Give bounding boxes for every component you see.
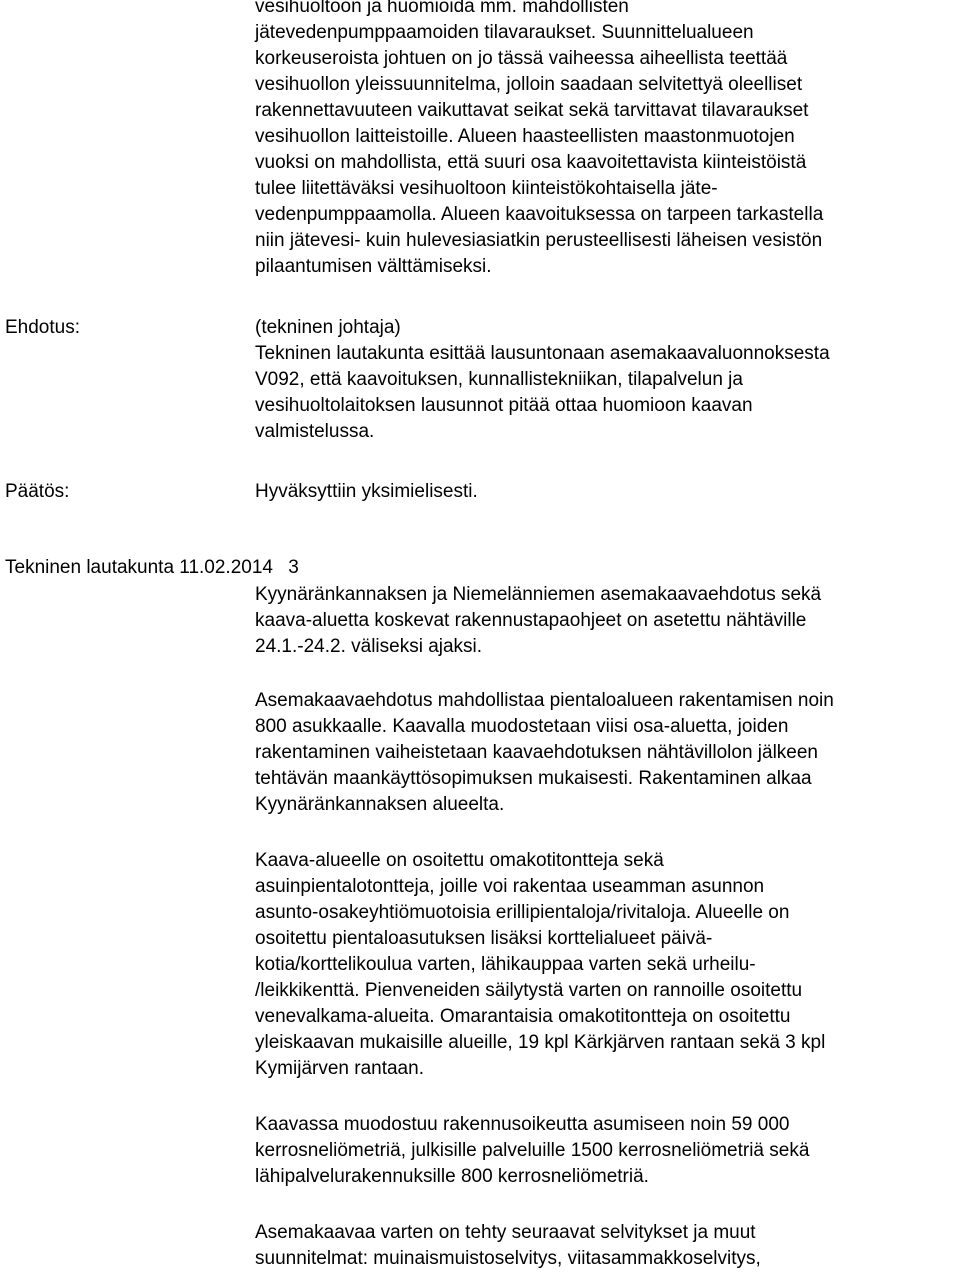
text-line: vedenpumppaamolla. Alueen kaavoituksessa on tarpeen tarkastella [255, 204, 824, 225]
text-line: vesihuollon yleissuunnitelma, jolloin saadaan selvitettyä oleelliset [255, 74, 803, 95]
text-line: kaava-aluetta koskevat rakennustapaohjeet on asetettu nähtäville [255, 610, 807, 631]
text-line: Kyynäränkannaksen alueelta. [255, 794, 505, 815]
text-line: asunto-osakeyhtiömuotoisia erillipientaloja/rivitaloja. Alueelle on [255, 902, 790, 923]
text-line: korkeuseroista johtuen on jo tässä vaiheessa aiheellista teettää [255, 48, 788, 69]
text-line: Kymijärven rantaan. [255, 1058, 424, 1079]
text-line: tehtävän maankäyttösopimuksen mukaisesti. Rakentaminen alkaa [255, 768, 812, 789]
text-line: suunnitelmat: muinaismuistoselvitys, viitasammakkoselvitys, [255, 1248, 761, 1269]
section-heading-date: 11.02.2014 [179, 557, 273, 578]
text-line: venevalkama-alueita. Omarantaisia omakotitontteja on osoitettu [255, 1006, 791, 1027]
text-line: (tekninen johtaja) [255, 317, 401, 338]
text-line: vuoksi on mahdollista, että suuri osa kaavoitettavista kiinteistöistä [255, 152, 807, 173]
text-line: V092, että kaavoituksen, kunnallistekniikan, tilapalvelun ja [255, 369, 743, 390]
text-line: rakentaminen vaiheistetaan kaavaehdotuksen nähtävillolon jälkeen [255, 742, 818, 763]
text-line: tulee liitettäväksi vesihuoltoon kiinteistökohtaisella jäte- [255, 178, 718, 199]
text-line: lähipalvelurakennuksille 800 kerrosneliömetriä. [255, 1166, 649, 1187]
text-line: vesihuoltolaitoksen lausunnot pitää ottaa huomioon kaavan [255, 395, 753, 416]
text-line: niin jätevesi- kuin hulevesiasiatkin perusteellisesti läheisen vesistön [255, 230, 823, 251]
text-line: pilaantumisen välttämiseksi. [255, 256, 492, 277]
text-line: rakennettavuuteen vaikuttavat seikat sekä tarvittavat tilavaraukset [255, 100, 809, 121]
text-line: yleiskaavan mukaisille alueille, 19 kpl Kärkjärven rantaan sekä 3 kpl [255, 1032, 826, 1053]
text-line: Asemakaavaa varten on tehty seuraavat selvitykset ja muut [255, 1222, 756, 1243]
text-line: kerrosneliömetriä, julkisille palveluille 1500 kerrosneliömetriä sekä [255, 1140, 810, 1161]
section-heading-body: Tekninen lautakunta [5, 557, 175, 578]
text-line: kotia/korttelikoulua varten, lähikauppaa varten sekä urheilu- [255, 954, 756, 975]
decision-text: Hyväksyttiin yksimielisesti. [255, 481, 478, 502]
text-line: /leikkikenttä. Pienveneiden säilytystä varten on rannoille osoitettu [255, 980, 803, 1001]
text-line: jätevedenpumppaamoiden tilavaraukset. Suunnittelualueen [255, 22, 754, 43]
text-line: Kaavassa muodostuu rakennusoikeutta asumiseen noin 59 000 [255, 1114, 790, 1135]
proposal-label: Ehdotus: [5, 317, 80, 338]
text-line: vesihuollon laitteistoille. Alueen haasteellisten maastonmuotojen [255, 126, 795, 147]
section-heading-number: 3 [288, 557, 299, 578]
decision-label: Päätös: [5, 481, 70, 502]
text-line: Tekninen lautakunta esittää lausuntonaan asemakaavaluonnoksesta [255, 343, 830, 364]
text-line: Asemakaavaehdotus mahdollistaa pientaloalueen rakentamisen noin [255, 690, 834, 711]
text-line: osoitettu pientaloasutuksen lisäksi korttelialueet päivä- [255, 928, 713, 949]
section-heading [5, 555, 299, 581]
text-line: 24.1.-24.2. väliseksi ajaksi. [255, 636, 483, 657]
text-line: Kyynäränkannaksen ja Niemelänniemen asemakaavaehdotus sekä [255, 584, 822, 605]
text-line: Kaava-alueelle on osoitettu omakotitontteja sekä [255, 850, 664, 871]
text-line: 800 asukkaalle. Kaavalla muodostetaan viisi osa-aluetta, joiden [255, 716, 789, 737]
text-line: asuinpientalotontteja, joille voi rakentaa useamman asunnon [255, 876, 765, 897]
text-line: vesihuoltoon ja huomioida mm. mahdollisten [255, 0, 629, 17]
text-line: valmistelussa. [255, 421, 375, 442]
